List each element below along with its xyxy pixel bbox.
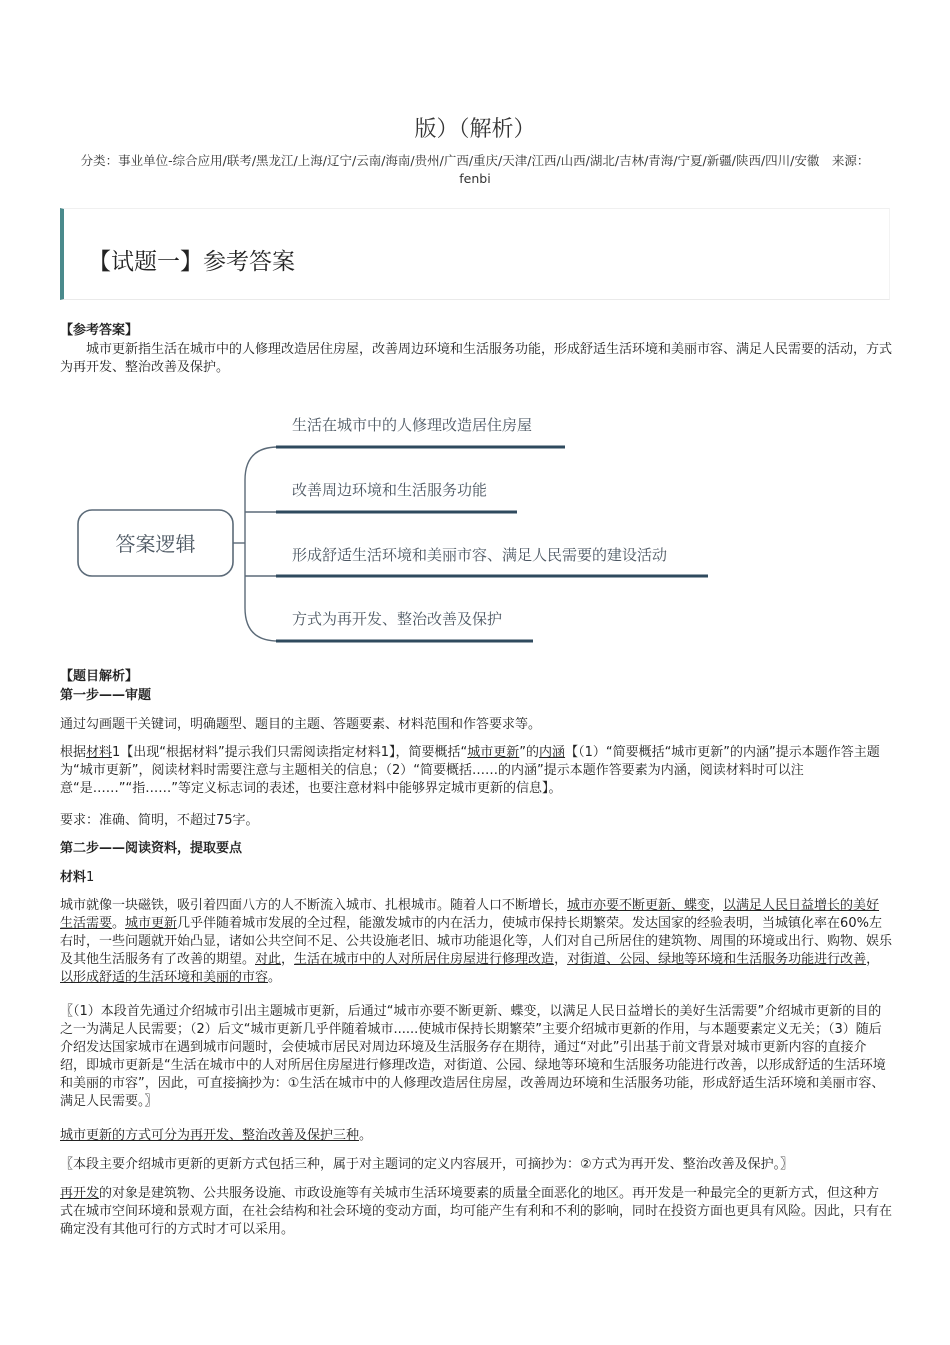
material1-paragraph-2 (60, 1127, 892, 1145)
underlined-span: 材料 (86, 745, 113, 760)
underlined-span: 城市更新 (467, 745, 520, 760)
text-span: 几乎伴随着城市发展的全过程，能激发城市的内在活力，使城市保持长期繁荣。发达国家的经验表明，当城镇化率在60%左右时，一些问题就开始凸显，诸如公共空间不足、公共设施老旧、城市功能退化等，人们对自己所居住的建筑物、周围的环境或出行、购物、娱乐及其他生活服务有了改善的期望。 (60, 916, 893, 967)
text-span: ， (554, 952, 568, 967)
text-span: 的对象是建筑物、公共服务设施、市政设施等有关城市生活环境要素的质量全面恶化的地区。再开发是一种最完全的更新方式，但这种方式在城市空间环境和景观方面，在社会结构和社会环境的变动方面，均可能产生有利和不利的影响，同时在投资方面也更具有风险。因此，只有在确定没有其他可行的方式时才可以采用。 (60, 1186, 893, 1237)
answer-label: 【参考答案】 (60, 323, 139, 338)
step1-heading: 第一步——审题 (60, 688, 152, 703)
underlined-span: 以满足人民日益增长的美好生活需要 (60, 898, 880, 931)
step1-detail (60, 744, 892, 798)
material-number: 1 (86, 870, 95, 885)
text-span: ， (866, 952, 880, 967)
answer-logic-diagram (0, 0, 950, 660)
underlined-span: 内涵 (539, 745, 566, 760)
material1-paragraph (60, 897, 892, 987)
underlined-span: 对此 (255, 952, 282, 967)
diagram-branch-3: 形成舒适生活环境和美丽市容、满足人民需要的建设活动 (292, 546, 668, 564)
text-span: 根据 (60, 745, 87, 760)
material1-paragraph-3 (60, 1185, 892, 1239)
underlined-span: 生活在城市中的人对所居住房屋进行修理改造 (294, 952, 555, 967)
diagram-bracket (245, 447, 278, 641)
text-span: 【（1）“简要概括“城市更新”的内涵”提示本题作答主题为“城市更新”，阅读材料时需要注意与主题相关的信息；（2）“简要概括……的内涵”提示本题作答要素为内涵，阅读材料时可以注意“是……”“指……”等定义标志词的表述，也要注意材料中能够界定城市更新的信息】。 (60, 745, 880, 796)
underlined-span: 城市更新的方式可分为再开发、整治改善及保护三种 (60, 1128, 360, 1143)
text-span: 1【出现“根据材料”提示我们只需阅读指定材料1】，简要概括“ (112, 745, 468, 760)
answer-text: 城市更新指生活在城市中的人修理改造居住房屋，改善周边环境和生活服务功能，形成舒适生活环境和美丽市容、满足人民需要的活动，方式为再开发、整治改善及保护。 (60, 342, 893, 375)
diagram-center-label: 答案逻辑 (115, 532, 196, 556)
diagram-branch-1: 生活在城市中的人修理改造居住房屋 (292, 416, 533, 434)
material-label-text: 材料 (60, 870, 87, 885)
category-line: 分类：事业单位-综合应用/联考/黑龙江/上海/辽宁/云南/海南/贵州/广西/重庆/天津/江西/山西/湖北/吉林/青海/宁夏/新疆/陕西/四川/安徽 来源： (80, 153, 870, 168)
diagram-branch-2: 改善周边环境和生活服务功能 (292, 481, 488, 499)
underlined-span: 再开发 (60, 1186, 100, 1201)
page-title: 版）（解析） (414, 117, 536, 142)
text-span: 。 (268, 970, 282, 985)
underlined-span: 城市亦要不断更新、蝶变 (567, 898, 711, 913)
step2-heading: 第二步——阅读资料，提取要点 (60, 841, 243, 856)
analysis-note-1: 〖（1）本段首先通过介绍城市引出主题城市更新，后通过“城市亦要不断更新、蝶变，以满足人民日益增长的美好生活需要”介绍城市更新的目的之一为满足人民需要；（2）后文“城市更新几乎伴随着城市......使城市保持长期繁荣”主要介绍城市更新的作用，与本题要素定义无关；（3）随后介绍发达国家城市在遇到城市问题时，会使城市居民对周边环境及生活服务存在期待，通过“对此”引出基于前文背景对城市更新内容的直接介绍，即城市更新是“生活在城市中的人对所居住房屋进行修理改造，对街道、公园、绿地等环境和生活服务功能进行改善，以形成舒适的生活环境和美丽的市容”，因此，可直接摘抄为：①生活在城市中的人修理改造居住房屋，改善周边环境和生活服务功能，形成舒适生活环境和美丽市容、满足人民需要。〗 (60, 1004, 886, 1109)
text-span: 城市就像一块磁铁，吸引着四面八方的人不断流入城市、扎根城市。随着人口不断增长， (60, 898, 568, 913)
step1-text: 通过勾画题干关键词，明确题型、题目的主题、答题要素、材料范围和作答要求等。 (60, 717, 542, 732)
requirement-text: 要求：准确、简明，不超过75字。 (60, 813, 259, 828)
section-title: 【试题一】参考答案 (88, 249, 295, 275)
underlined-span: 城市更新 (125, 916, 178, 931)
text-span: ”的 (519, 745, 540, 760)
text-span: 。 (112, 916, 126, 931)
diagram-branch-4: 方式为再开发、整治改善及保护 (292, 610, 503, 628)
underlined-span: 对街道、公园、绿地等环境和生活服务功能进行改善 (567, 952, 867, 967)
text-span: ， (281, 952, 295, 967)
text-span: 。 (359, 1128, 373, 1143)
source-line: fenbi (459, 171, 491, 186)
material-label (60, 869, 892, 887)
analysis-note-2: 〖本段主要介绍城市更新的更新方式包括三种，属于对主题词的定义内容展开，可摘抄为：②方式为再开发、整治改善及保护。〗 (60, 1157, 794, 1172)
underlined-span: 以形成舒适的生活环境和美丽的市容 (60, 970, 269, 985)
analysis-label: 【题目解析】 (60, 669, 139, 684)
text-span: ， (710, 898, 724, 913)
